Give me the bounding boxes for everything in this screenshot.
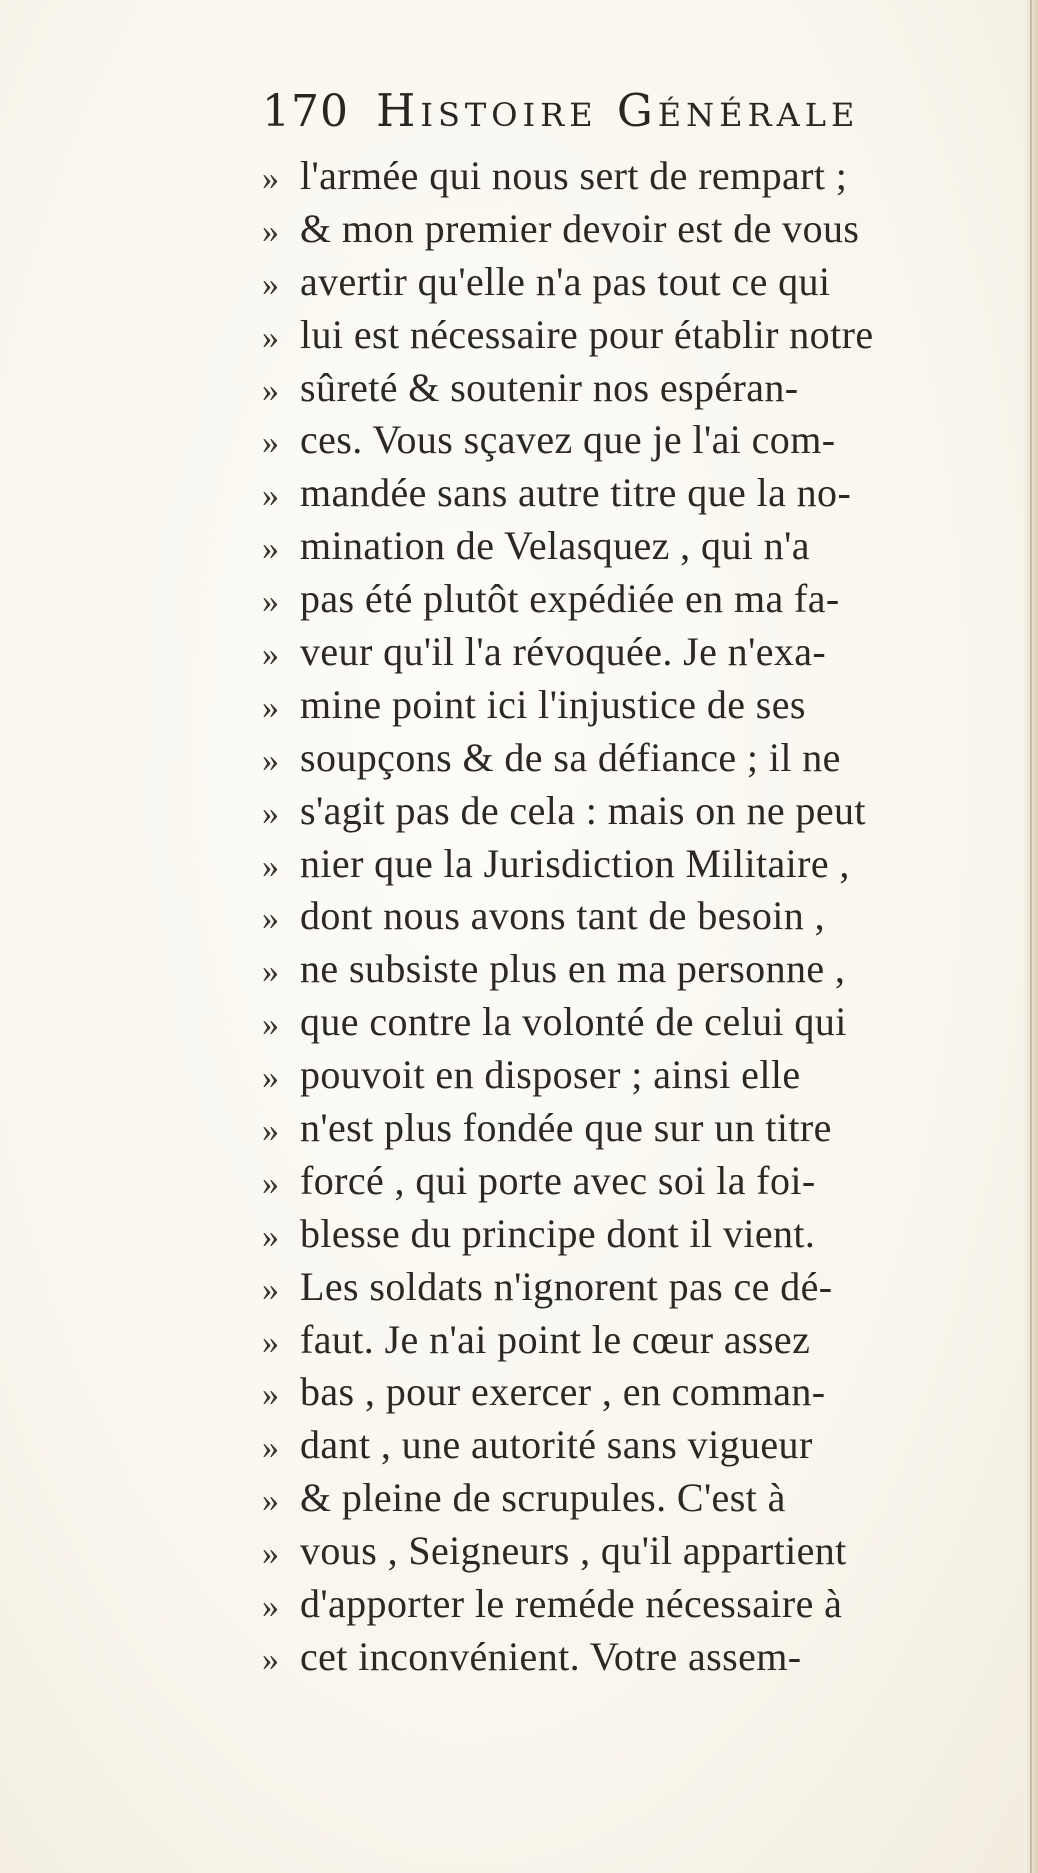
line-text: pouvoit en disposer ; ainsi elle	[300, 1052, 801, 1098]
line-text: veur qu'il l'a révoquée. Je n'exa-	[300, 629, 827, 675]
line-text: ne subsiste plus en ma personne ,	[300, 946, 846, 992]
text-line	[262, 1155, 962, 1208]
text-line	[262, 1631, 962, 1684]
line-text: mandée sans autre titre que la no-	[300, 470, 852, 516]
quote-marker: »	[262, 1059, 279, 1097]
text-line	[262, 309, 962, 362]
text-line	[262, 1472, 962, 1525]
quote-marker: »	[262, 1640, 279, 1678]
line-text: blesse du principe dont il vient.	[300, 1210, 816, 1256]
quote-marker: »	[262, 636, 279, 674]
text-line	[262, 679, 962, 732]
quote-marker: »	[262, 265, 279, 303]
running-head	[262, 84, 942, 154]
text-line	[262, 573, 962, 626]
text-line	[262, 203, 962, 256]
text-line	[262, 467, 962, 520]
text-line	[262, 362, 962, 415]
quote-marker: »	[262, 160, 279, 197]
text-line	[262, 1208, 962, 1261]
text-line	[262, 1314, 962, 1367]
text-line	[262, 732, 962, 785]
text-line	[262, 256, 962, 309]
quote-marker: »	[262, 688, 279, 726]
quote-marker: »	[262, 1376, 279, 1414]
quote-marker: »	[262, 847, 279, 885]
quote-marker: »	[262, 477, 279, 515]
quote-marker: »	[262, 900, 279, 938]
line-text: nier que la Jurisdiction Militaire ,	[300, 840, 850, 886]
line-text: d'apporter le reméde nécessaire à	[300, 1581, 843, 1627]
line-text: & pleine de scrupules. C'est à	[300, 1475, 786, 1521]
text-line	[262, 996, 962, 1049]
quote-marker: »	[262, 1429, 279, 1467]
text-line	[262, 626, 962, 679]
quote-marker: »	[262, 1112, 279, 1150]
text-line	[262, 890, 962, 943]
quote-marker: »	[262, 583, 279, 621]
text-line	[262, 1578, 962, 1631]
text-line	[262, 1261, 962, 1314]
line-text: pas été plutôt expédiée en ma fa-	[300, 576, 840, 622]
quote-marker: »	[262, 741, 279, 779]
quote-marker: »	[262, 530, 279, 568]
quote-marker: »	[262, 953, 279, 991]
page-number: 170	[262, 86, 349, 137]
line-text: faut. Je n'ai point le cœur assez	[300, 1316, 811, 1362]
line-text: ces. Vous sçavez que je l'ai com-	[300, 417, 836, 463]
quote-marker: »	[262, 424, 279, 462]
text-body	[262, 150, 962, 1684]
line-text: vous , Seigneurs , qu'il appartient	[300, 1528, 847, 1574]
text-line	[262, 1102, 962, 1155]
line-text: que contre la volonté de celui qui	[300, 999, 847, 1045]
line-text: Les soldats n'ignorent pas ce dé-	[300, 1263, 833, 1309]
text-line	[262, 1525, 962, 1578]
quote-marker: »	[262, 1217, 279, 1255]
text-line	[262, 785, 962, 838]
page-edge-line	[1030, 0, 1032, 1873]
quote-marker: »	[262, 212, 279, 250]
quote-marker: »	[262, 1164, 279, 1202]
line-text: forcé , qui porte avec soi la foi-	[300, 1157, 816, 1203]
text-line	[262, 1366, 962, 1419]
line-text: l'armée qui nous sert de rempart ;	[300, 153, 848, 198]
quote-marker: »	[262, 318, 279, 356]
line-text: mination de Velasquez , qui n'a	[300, 523, 810, 569]
line-text: avertir qu'elle n'a pas tout ce qui	[300, 258, 831, 304]
quote-marker: »	[262, 371, 279, 409]
text-line	[262, 1049, 962, 1102]
running-head-title: Histoire Générale	[376, 84, 860, 137]
quote-marker: »	[262, 1588, 279, 1626]
line-text: cet inconvénient. Votre assem-	[300, 1633, 802, 1679]
quote-marker: »	[262, 1535, 279, 1573]
quote-marker: »	[262, 1270, 279, 1308]
text-line	[262, 150, 962, 203]
quote-marker: »	[262, 1006, 279, 1044]
quote-marker: »	[262, 1482, 279, 1520]
line-text: mine point ici l'injustice de ses	[300, 681, 806, 727]
line-text: soupçons & de sa défiance ; il ne	[300, 734, 841, 780]
line-text: sûreté & soutenir nos espéran-	[300, 364, 799, 410]
quote-marker: »	[262, 1323, 279, 1361]
line-text: bas , pour exercer , en comman-	[300, 1369, 826, 1415]
text-line	[262, 520, 962, 573]
line-text: dant , une autorité sans vigueur	[300, 1422, 813, 1468]
quote-marker: »	[262, 794, 279, 832]
text-line	[262, 414, 962, 467]
text-line	[262, 1419, 962, 1472]
text-line	[262, 943, 962, 996]
line-text: s'agit pas de cela : mais on ne peut	[300, 787, 866, 833]
line-text: dont nous avons tant de besoin ,	[300, 893, 825, 939]
line-text: & mon premier devoir est de vous	[300, 205, 860, 251]
line-text: n'est plus fondée que sur un titre	[300, 1105, 832, 1151]
text-line	[262, 838, 962, 891]
line-text: lui est nécessaire pour établir notre	[300, 311, 874, 357]
